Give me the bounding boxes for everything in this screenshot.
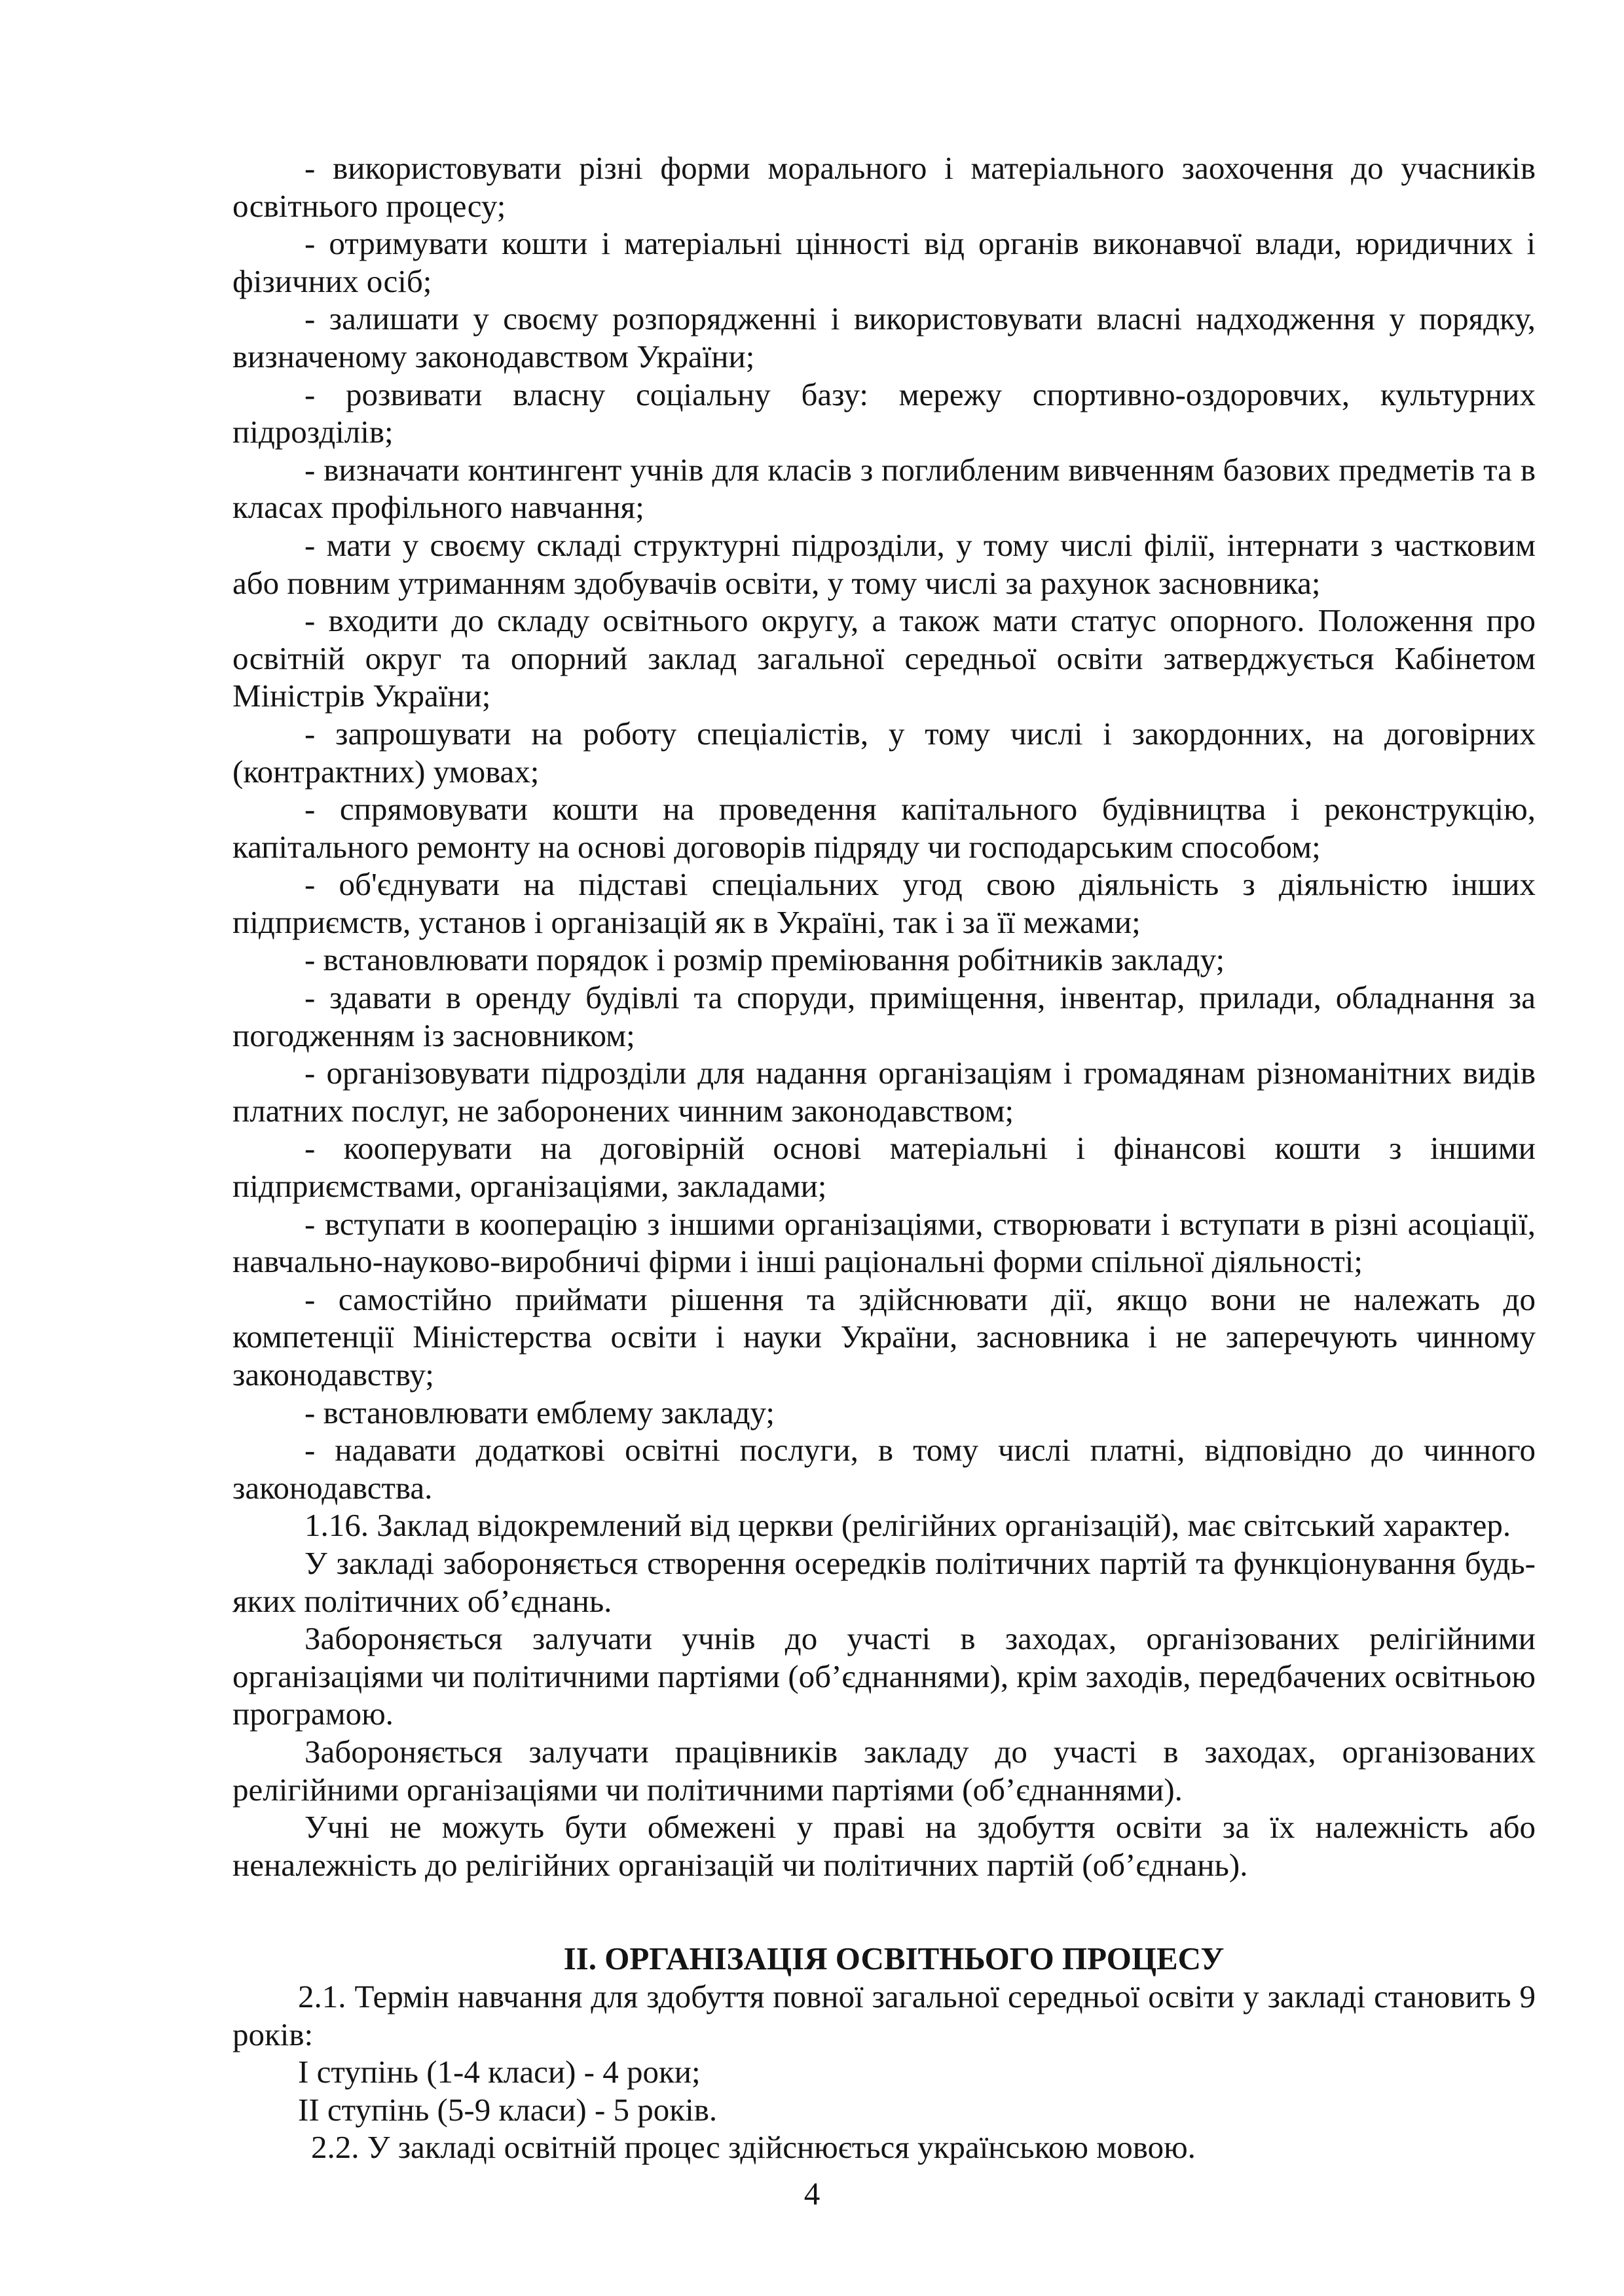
paragraph: - вступати в кооперацію з іншими організаціями, створювати і вступати в різні асоціації, навчально-науково-виробничі фірми і інші раціональні форми спільної діяльності;	[232, 1205, 1536, 1280]
paragraph: Забороняється залучати учнів до участі в заходах, організованих релігійними організаціями чи політичними партіями (об’єднаннями), крім заходів, передбачених освітньою програмою.	[232, 1620, 1536, 1732]
paragraph: - запрошувати на роботу спеціалістів, у тому числі і закордонних, на договірних (контрактних) умовах;	[232, 715, 1536, 790]
paragraph: 1.16. Заклад відокремлений від церкви (релігійних організацій), має світський характер.	[304, 1507, 1511, 1544]
paragraph: - встановлювати емблему закладу;	[304, 1394, 775, 1430]
paragraph: - розвивати власну соціальну базу: мережу спортивно-оздоровчих, культурних підрозділів;	[232, 376, 1536, 450]
section-heading: ІІ. ОРГАНІЗАЦІЯ ОСВІТНЬОГО ПРОЦЕСУ	[563, 1941, 1225, 1977]
paragraph: - організовувати підрозділи для надання організаціям і громадянам різноманітних видів платних послуг, не заборонених чинним законодавством;	[232, 1055, 1536, 1129]
page-number: 4	[803, 2176, 821, 2212]
paragraph: - входити до складу освітнього округу, а також мати статус опорного. Положення про освітній округ та опорний заклад загальної середньої освіти затверджується Кабінетом Міністрів України;	[232, 602, 1536, 714]
list-item: І ступінь (1-4 класи) - 4 роки;	[298, 2054, 701, 2090]
paragraph: - використовувати різні форми морального і матеріального заохочення до учасників освітнього процесу;	[232, 150, 1536, 224]
paragraph: - встановлювати порядок і розмір преміювання робітників закладу;	[304, 941, 1225, 978]
paragraph: - об'єднувати на підставі спеціальних угод свою діяльність з діяльністю інших підприємств, установ і організацій як в Україні, так і за її межами;	[232, 866, 1536, 940]
list-item: ІІ ступінь (5-9 класи) - 5 років.	[298, 2091, 718, 2128]
paragraph: - самостійно приймати рішення та здійснювати дії, якщо вони не належать до компетенції Міністерства освіти і науки України, засновника і не заперечують чинному законодавству;	[232, 1281, 1536, 1393]
paragraph: 2.2. У закладі освітній процес здійснюється українською мовою.	[311, 2129, 1196, 2166]
paragraph: - визначати контингент учнів для класів з поглибленим вивченням базових предметів та в класах профільного навчання;	[232, 451, 1536, 526]
paragraph: - залишати у своєму розпорядженні і використовувати власні надходження у порядку, визначеному законодавством України;	[232, 301, 1536, 374]
paragraph: У закладі забороняється створення осередків політичних партій та функціонування будь-яких політичних об’єднань.	[232, 1544, 1536, 1619]
paragraph: - здавати в оренду будівлі та споруди, приміщення, інвентар, прилади, обладнання за погодженням із засновником;	[232, 979, 1536, 1053]
paragraph: - кооперувати на договірній основі матеріальні і фінансові кошти з іншими підприємствами, організаціями, закладами;	[232, 1130, 1536, 1205]
document-page	[232, 149, 1536, 2166]
paragraph: - спрямовувати кошти на проведення капітального будівництва і реконструкцію, капітального ремонту на основі договорів підряду чи господарським способом;	[232, 791, 1536, 865]
paragraph: Учні не можуть бути обмежені у праві на здобуття освіти за їх належність або неналежність до релігійних організацій чи політичних партій (об’єднань).	[232, 1809, 1536, 1883]
paragraph: - мати у своєму складі структурні підрозділи, у тому числі філії, інтернати з частковим або повним утриманням здобувачів освіти, у тому числі за рахунок засновника;	[232, 526, 1536, 601]
paragraph: - надавати додаткові освітні послуги, в тому числі платні, відповідно до чинного законодавства.	[232, 1432, 1536, 1506]
paragraph: - отримувати кошти і матеріальні цінності від органів виконавчої влади, юридичних і фізичних осіб;	[232, 225, 1536, 299]
paragraph: 2.1. Термін навчання для здобуття повної загальної середньої освіти у закладі становить 9 років:	[232, 1978, 1536, 2052]
paragraph: Забороняється залучати працівників закладу до участі в заходах, організованих релігійними організаціями чи політичними партіями (об’єднаннями).	[232, 1733, 1536, 1808]
